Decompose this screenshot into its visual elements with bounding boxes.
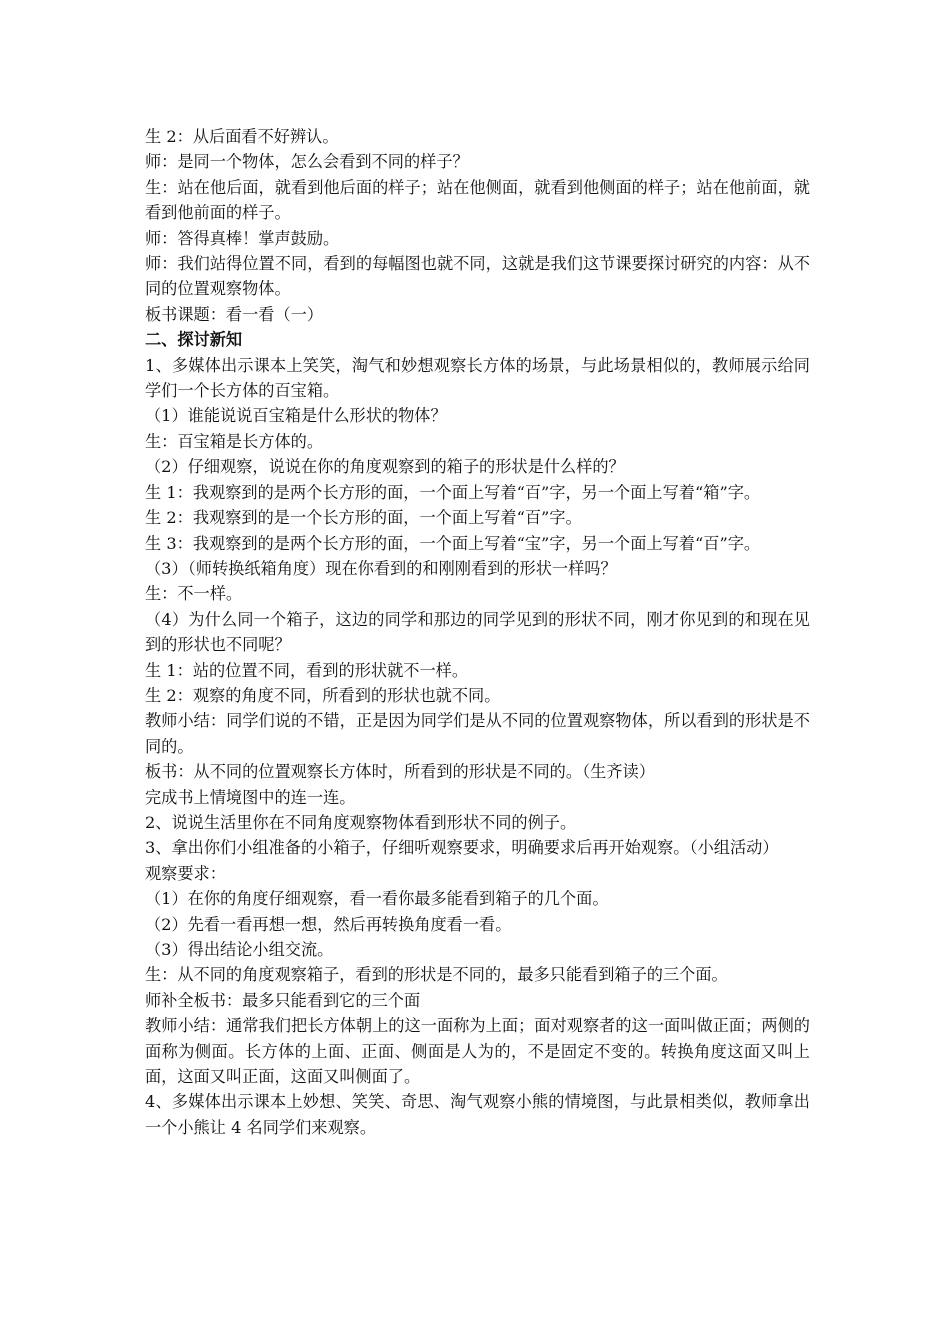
paragraph: 生：百宝箱是长方体的。 [145,431,324,451]
document-page [145,124,810,1140]
paragraph: （1）在你的角度仔细观察，看一看你最多能看到箱子的几个面。 [145,889,609,909]
paragraph: 教师小结：通常我们把长方体朝上的这一面称为上面；面对观察者的这一面叫做正面；两侧的面称为侧面。长方体的上面、正面、侧面是人为的，不是固定不变的。转换角度这面又叫上面，这面又叫正面，这面又叫侧面了。 [145,1016,810,1087]
paragraph: 板书课题：看一看（一） [145,304,324,324]
paragraph: （2）仔细观察，说说在你的角度观察到的箱子的形状是什么样的？ [145,457,625,477]
paragraph: 生：站在他后面，就看到他后面的样子；站在他侧面，就看到他侧面的样子；站在他前面，就看到他前面的样子。 [145,177,810,223]
paragraph: 2、说说生活里你在不同角度观察物体看到形状不同的例子。 [145,812,577,832]
paragraph: 生 2：从后面看不好辨认。 [145,127,339,146]
paragraph: 生：从不同的角度观察箱子，看到的形状是不同的，最多只能看到箱子的三个面。 [145,965,728,985]
paragraph: 生 1：我观察到的是两个长方形的面，一个面上写着“百”字，另一个面上写着“箱”字。 [145,482,761,502]
paragraph: 生 2：我观察到的是一个长方形的面，一个面上写着“百”字。 [145,508,582,528]
paragraph: 3、拿出你们小组准备的小箱子，仔细听观察要求，明确要求后再开始观察。（小组活动） [145,838,779,858]
paragraph: 1、多媒体出示课本上笑笑，淘气和妙想观察长方体的场景，与此场景相似的，教师展示给同学们一个长方体的百宝箱。 [145,355,810,401]
paragraph: 师：是同一个物体，怎么会看到不同的样子？ [145,152,469,172]
paragraph: 师：我们站得位置不同，看到的每幅图也就不同，这就是我们这节课要探讨研究的内容：从不同的位置观察物体。 [145,254,810,299]
paragraph: （1）谁能说说百宝箱是什么形状的物体？ [145,406,447,426]
paragraph: （3）（师转换纸箱角度）现在你看到的和刚刚看到的形状一样吗？ [145,558,617,578]
paragraph: （4）为什么同一个箱子，这边的同学和那边的同学见到的形状不同，刚才你见到的和现在见到的形状也不同呢？ [145,609,810,655]
paragraph: （2）先看一看再想一想，然后再转换角度看一看。 [145,914,512,934]
paragraph: 板书：从不同的位置观察长方体时，所看到的形状是不同的。（生齐读） [145,762,655,782]
paragraph: 4、多媒体出示课本上妙想、笑笑、奇思、淘气观察小熊的情境图，与此景相类似，教师拿出一个小熊让 4 名同学们来观察。 [145,1092,810,1137]
paragraph: 生 2：观察的角度不同，所看到的形状也就不同。 [145,685,501,705]
paragraph: 生：不一样。 [145,584,243,604]
paragraph: 生 3：我观察到的是两个长方形的面，一个面上写着“宝”字，另一个面上写着“百”字。 [145,533,761,553]
paragraph: 师补全板书：最多只能看到它的三个面 [145,990,421,1010]
paragraph: 教师小结：同学们说的不错，正是因为同学们是从不同的位置观察物体，所以看到的形状是不同的。 [145,711,810,756]
paragraph: 完成书上情境图中的连一连。 [145,787,356,807]
section-heading: 二、探讨新知 [145,330,243,350]
paragraph: （3）得出结论小组交流。 [145,940,334,959]
paragraph: 观察要求： [145,863,226,883]
paragraph: 师：答得真棒！掌声鼓励。 [145,228,340,248]
paragraph: 生 1：站的位置不同，看到的形状就不一样。 [145,660,469,680]
